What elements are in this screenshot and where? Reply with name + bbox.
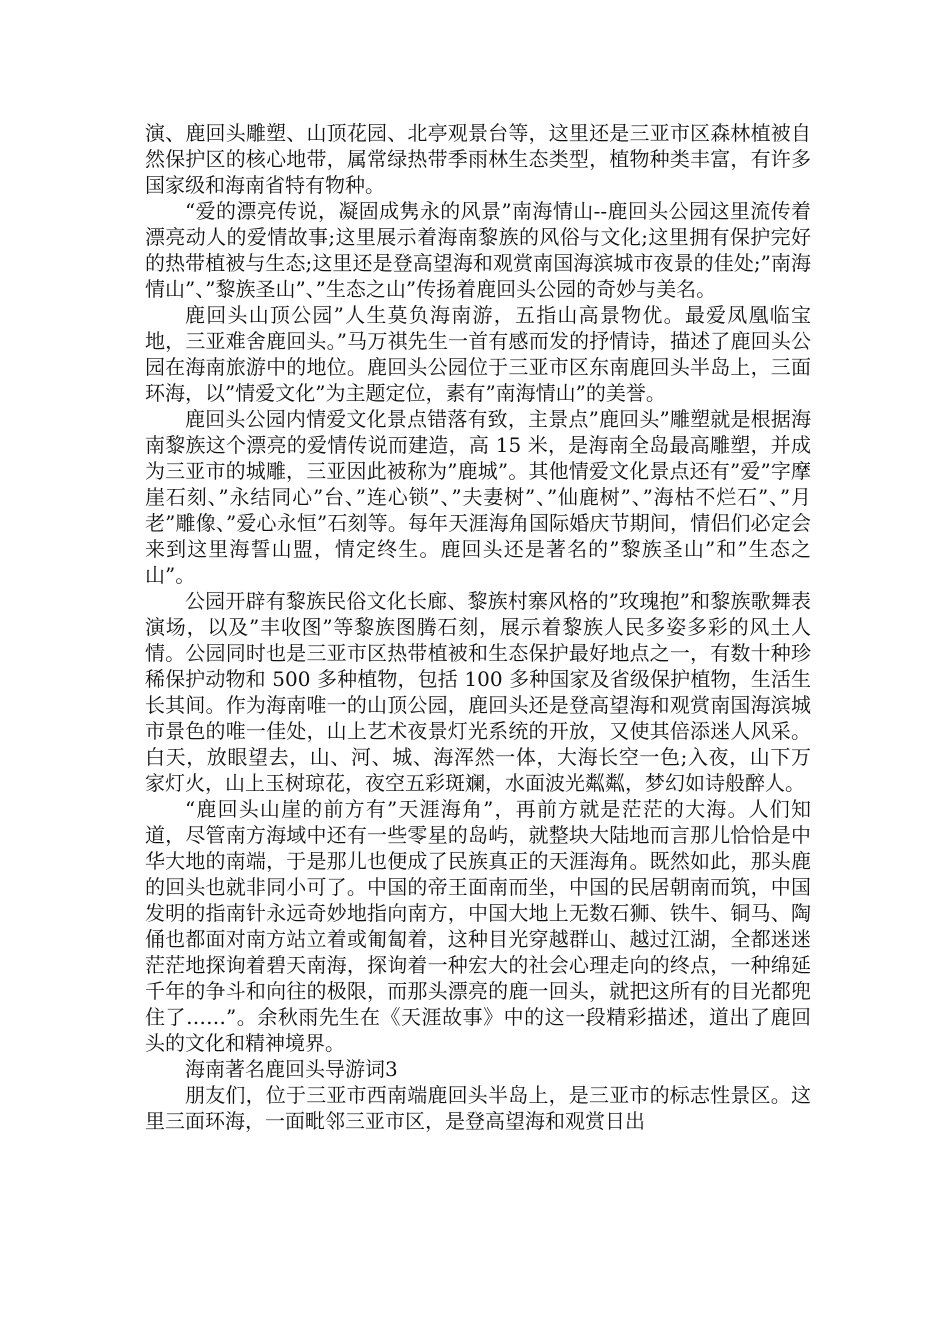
paragraph-hilltop-park: 鹿回头山顶公园”人生莫负海南游，五指山高景物优。最爱凤凰临宝地，三亚难舍鹿回头。”马万祺先生一首有感而发的抒情诗，描述了鹿回头公园在海南旅游中的地位。鹿回头公园位于三亚市区东南鹿回头半岛上，三面环海，以”情爱文化”为主题定位，素有”南海情山”的美誉。 bbox=[145, 303, 811, 405]
paragraph-love-legend: “爱的漂亮传说，凝固成隽永的风景”南海情山--鹿回头公园这里流传着漂亮动人的爱情故事;这里展示着海南黎族的风俗与文化;这里拥有保护完好的热带植被与生态;这里还是登高望海和观赏南国海滨城市夜景的佳处;”南海情山”、”黎族圣山”、”生态之山”传扬着鹿回头公园的奇妙与美名。 bbox=[145, 199, 811, 301]
document-body bbox=[145, 120, 811, 1134]
section-heading: 海南著名鹿回头导游词3 bbox=[185, 1057, 398, 1081]
paragraph-love-culture-spots: 鹿回头公园内情爱文化景点错落有致，主景点”鹿回头”雕塑就是根据海南黎族这个漂亮的爱情传说而建造，高 15 米，是海南全岛最高雕塑，并成为三亚市的城雕，三亚因此被称为”鹿城”。其他情爱文化景点还有”爱”字摩崖石刻、”永结同心”台、”连心锁”、”夫妻树”、”仙鹿树”、”海枯不烂石”、”月老”雕像、”爱心永恒”石刻等。每年天涯海角国际婚庆节期间，情侣们必定会来到这里海誓山盟，情定终生。鹿回头还是著名的”黎族圣山”和”生态之山”。 bbox=[145, 407, 811, 587]
paragraph-guide-intro: 朋友们，位于三亚市西南端鹿回头半岛上，是三亚市的标志性景区。这里三面环海，一面毗邻三亚市区，是登高望海和观赏日出 bbox=[145, 1083, 811, 1133]
paragraph-continued-intro: 演、鹿回头雕塑、山顶花园、北亭观景台等，这里还是三亚市区森林植被自然保护区的核心地带，属常绿热带季雨林生态类型，植物种类丰富，有许多国家级和海南省特有物种。 bbox=[145, 121, 811, 197]
paragraph-li-folk-culture: 公园开辟有黎族民俗文化长廊、黎族村寨风格的”玫瑰抱”和黎族歌舞表演场，以及”丰收图”等黎族图腾石刻，展示着黎族人民多姿多彩的风土人情。公园同时也是三亚市区热带植被和生态保护最好地点之一，有数十种珍稀保护动物和 500 多种植物，包括 100 多种国家及省级保护植物，生活生长其间。作为海南唯一的山顶公园，鹿回头还是登高望海和观赏南国海滨城市景色的唯一佳处，山上艺术夜景灯光系统的开放，又使其倍添迷人风采。白天，放眼望去，山、河、城、海浑然一体，大海长空一色;入夜，山下万家灯火，山上玉树琼花，夜空五彩斑斓，水面波光粼粼，梦幻如诗般醉人。 bbox=[145, 589, 811, 795]
paragraph-yu-qiuyu-quote: “鹿回头山崖的前方有”天涯海角”，再前方就是茫茫的大海。人们知道，尽管南方海域中还有一些零星的岛屿，就整块大陆地而言那儿恰恰是中华大地的南端，于是那儿也便成了民族真正的天涯海角。既然如此，那头鹿的回头也就非同小可了。中国的帝王面南而坐，中国的民居朝南而筑，中国发明的指南针永远奇妙地指向南方，中国大地上无数石狮、铁牛、铜马、陶俑也都面对南方站立着或匍匐着，这种目光穿越群山、越过江湖，全都迷迷茫茫地探询着碧天南海，探询着一种宏大的社会心理走向的终点，一种绵延千年的争斗和向往的极限，而那头漂亮的鹿一回头，就把这所有的目光都兜住了……”。余秋雨先生在《天涯故事》中的这一段精彩描述，道出了鹿回头的文化和精神境界。 bbox=[145, 797, 811, 1055]
